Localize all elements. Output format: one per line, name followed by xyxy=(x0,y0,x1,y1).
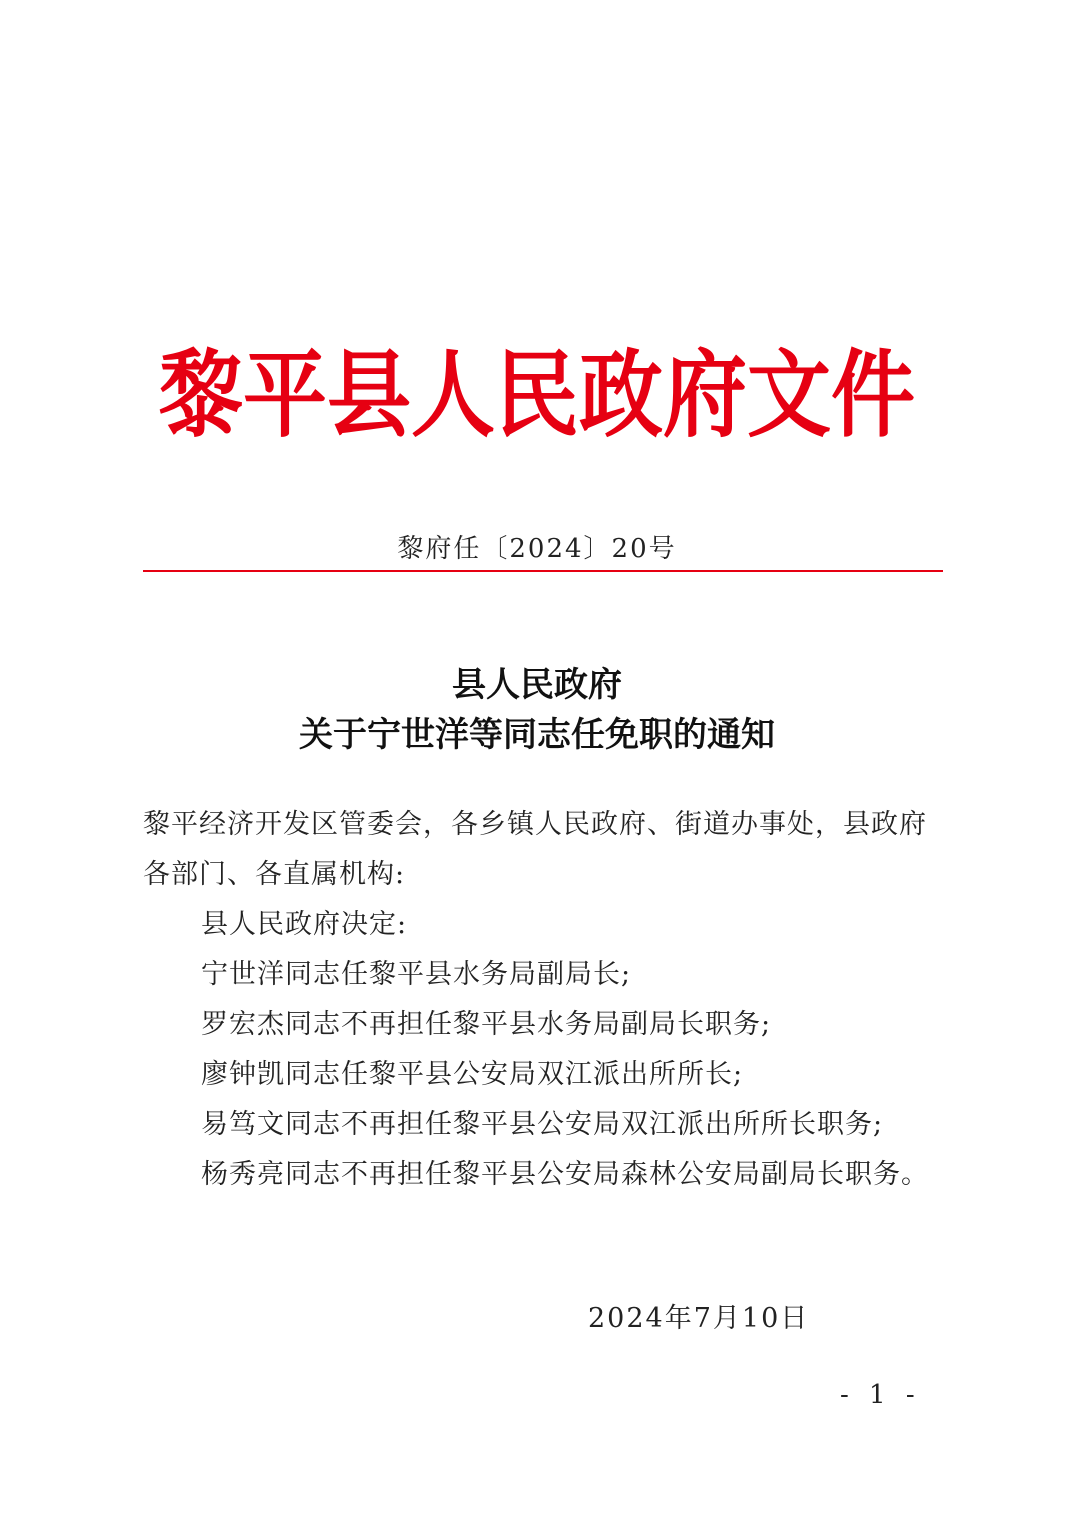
appointment-item: 宁世洋同志任黎平县水务局副局长; xyxy=(201,959,632,990)
notice-title xyxy=(0,660,1074,760)
appointment-item: 罗宏杰同志不再担任黎平县水务局副局长职务; xyxy=(201,1009,772,1040)
red-divider-line xyxy=(143,570,943,572)
masthead-title: 黎平县人民政府文件 xyxy=(158,339,915,450)
notice-title-line-1: 县人民政府 xyxy=(452,665,622,705)
decision-intro: 县人民政府决定: xyxy=(201,909,408,940)
notice-title-line-2: 关于宁世洋等同志任免职的通知 xyxy=(299,715,775,755)
appointment-item: 易笃文同志不再担任黎平县公安局双江派出所所长职务; xyxy=(201,1109,884,1140)
notice-body xyxy=(143,800,943,1200)
document-number: 黎府任〔2024〕20号 xyxy=(397,534,677,564)
appointment-item: 杨秀亮同志不再担任黎平县公安局森林公安局副局长职务。 xyxy=(201,1159,929,1190)
appointment-item: 廖钟凯同志任黎平县公安局双江派出所所长; xyxy=(201,1059,744,1090)
issue-date: 2024年7月10日 xyxy=(588,1303,810,1334)
addressee: 黎平经济开发区管委会，各乡镇人民政府、街道办事处，县政府各部门、各直属机构: xyxy=(143,809,927,890)
page-number: - 1 - xyxy=(840,1380,921,1410)
